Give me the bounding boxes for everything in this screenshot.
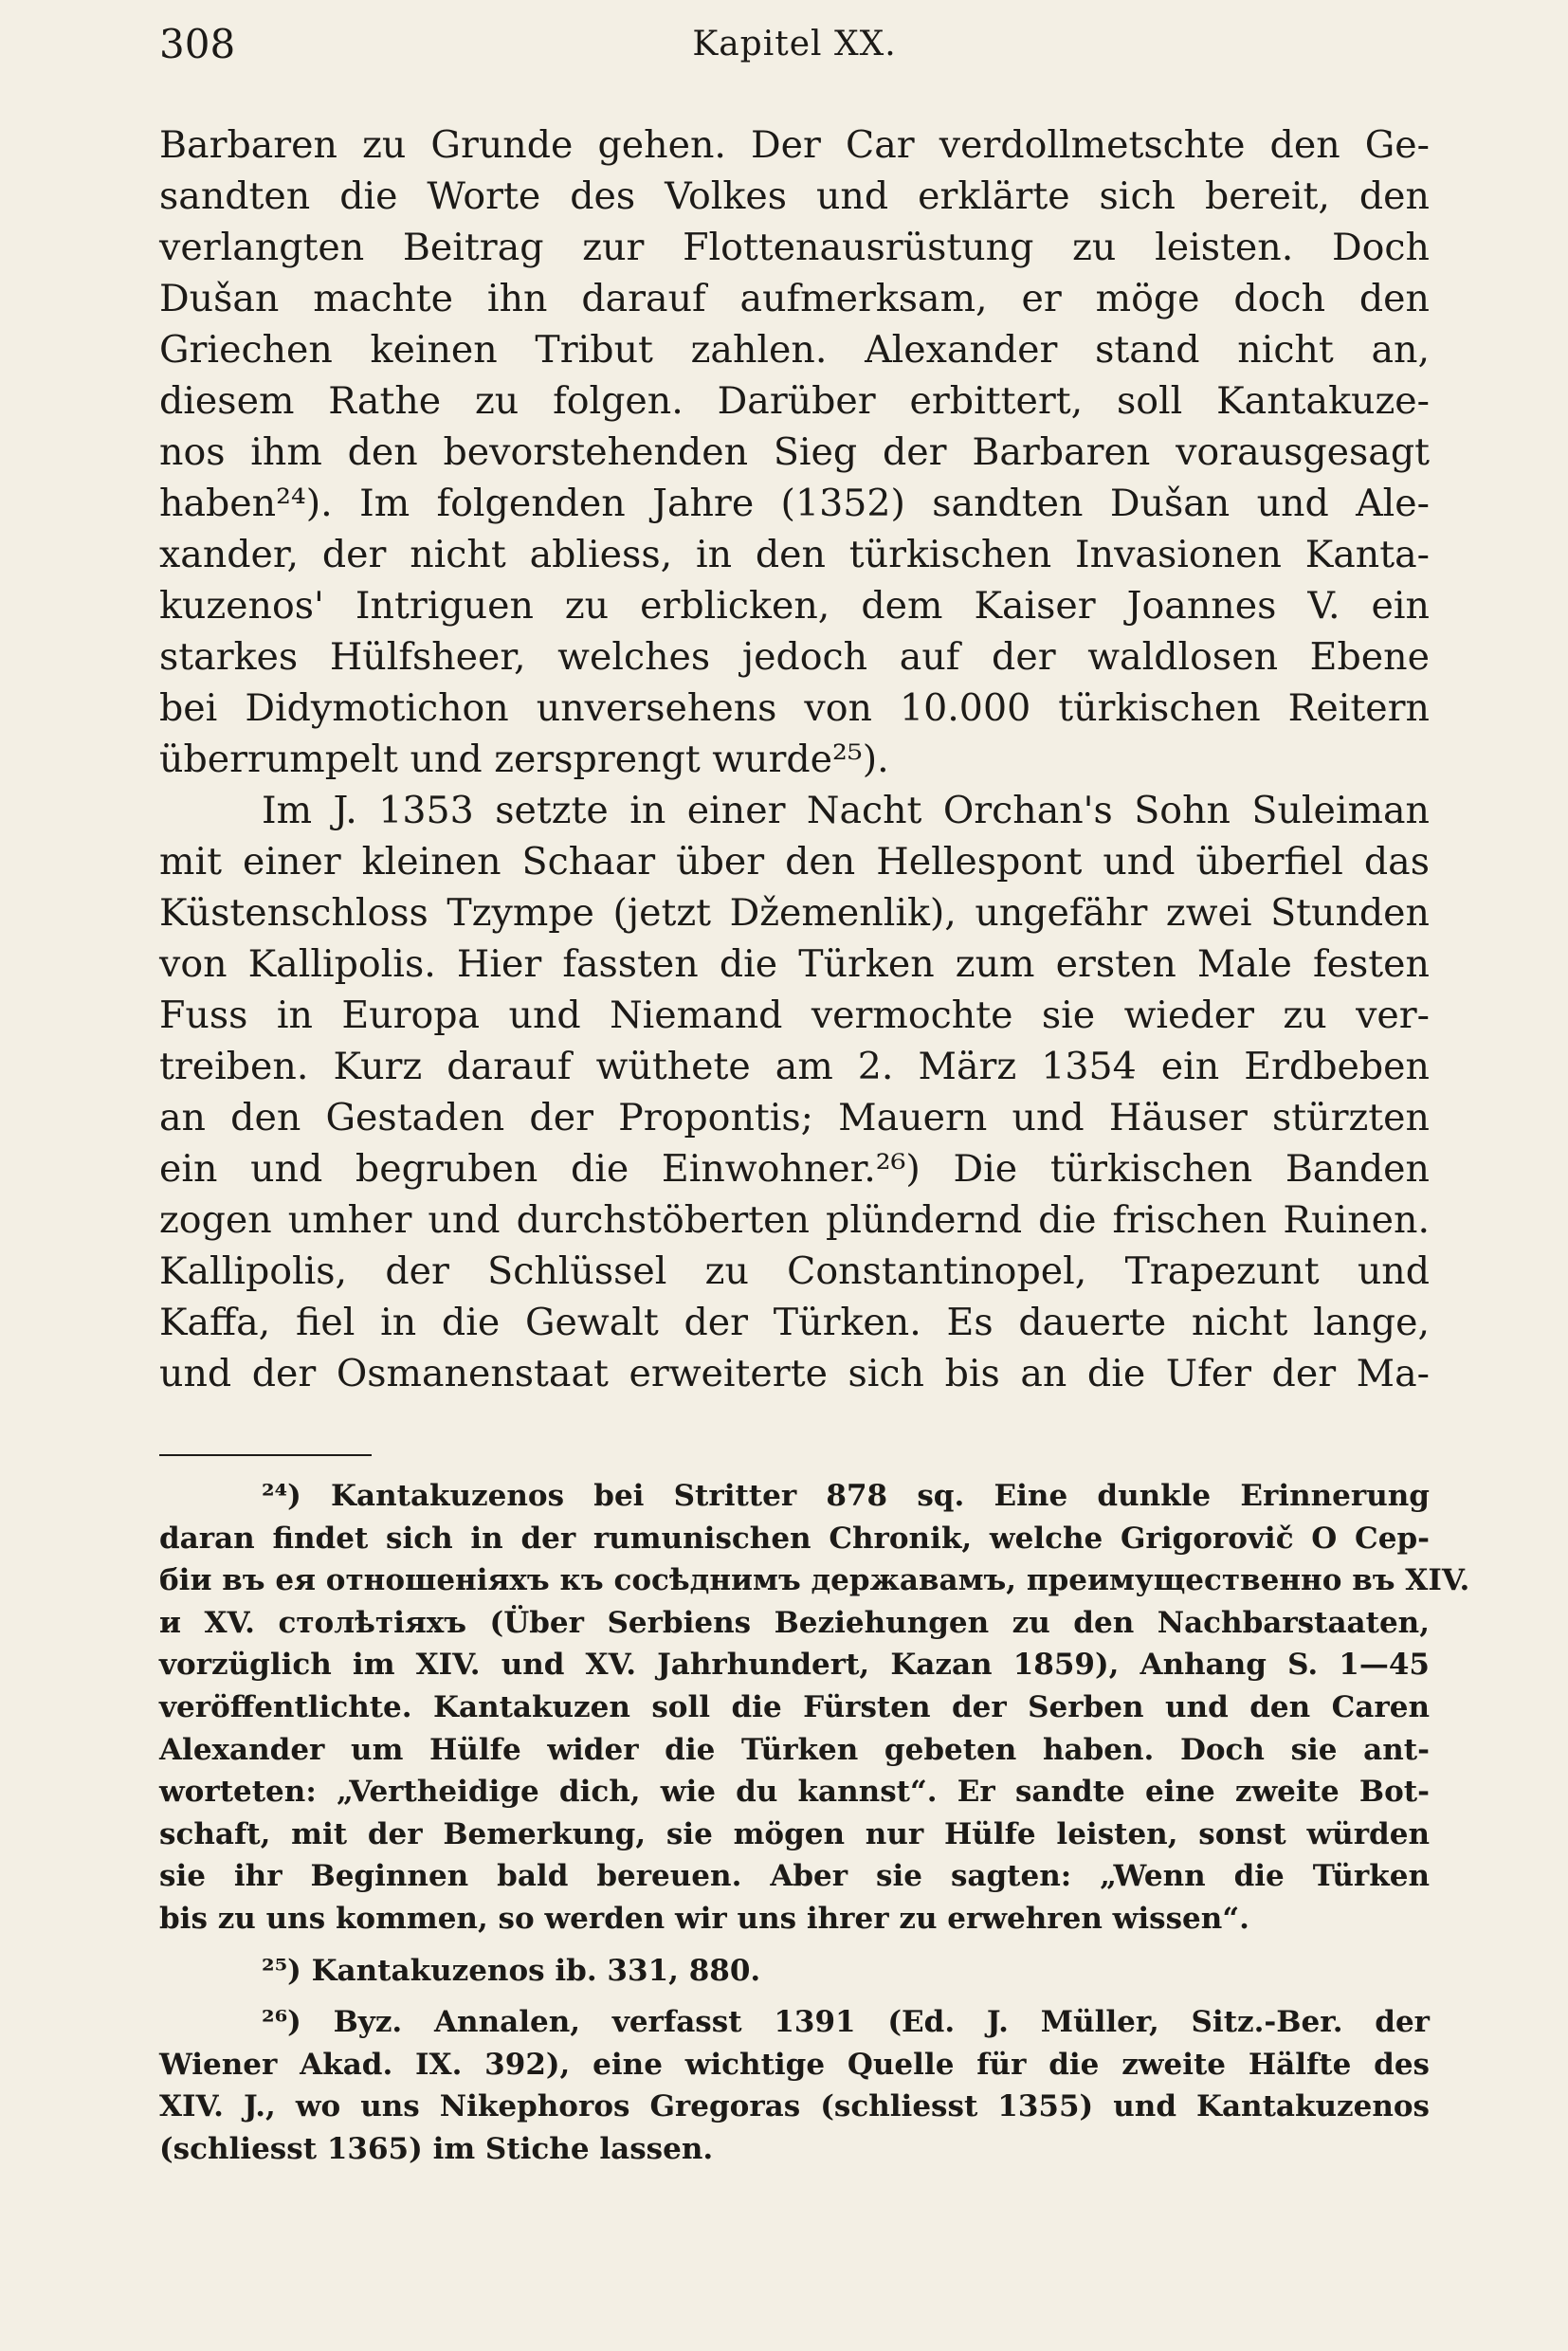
page-header: [159, 21, 1430, 78]
footnote-26: [159, 2001, 1430, 2170]
text-line: Küstenschloss Tzympe (jetzt Džemenlik), ungefähr zwei Stunden: [159, 891, 1430, 935]
footnote-line: ²⁶) Byz. Annalen, verfasst 1391 (Ed. J. Müller, Sitz.-Ber. der: [262, 2005, 1430, 2040]
text-line: kuzenos' Intriguen zu erblicken, dem Kaiser Joannes V. ein: [159, 584, 1430, 628]
footnote-line: bis zu uns kommen, so werden wir uns ihrer zu erwehren wissen“.: [159, 1901, 1249, 1936]
text-line: überrumpelt und zersprengt wurde²⁵).: [159, 738, 889, 781]
text-line: Barbaren zu Grunde gehen. Der Car verdollmetschte den Ge-: [159, 123, 1430, 167]
footnote-line: sie ihr Beginnen bald bereuen. Aber sie sagten: „Wenn die Türken: [159, 1859, 1430, 1894]
text-line: bei Didymotichon unversehens von 10.000 türkischen Reitern: [159, 686, 1430, 730]
footnote-line: и XV. столѣтіяхъ (Über Serbiens Beziehungen zu den Nachbarstaaten,: [159, 1605, 1430, 1640]
footnote-24: [159, 1475, 1470, 1941]
text-line: verlangten Beitrag zur Flottenausrüstung zu leisten. Doch: [159, 226, 1430, 269]
footnote-line: veröffentlichte. Kantakuzen soll die Fürsten der Serben und den Caren: [159, 1689, 1430, 1724]
text-line: xander, der nicht abliess, in den türkischen Invasionen Kanta-: [159, 533, 1430, 576]
footnote-line: (schliesst 1365) im Stiche lassen.: [159, 2131, 714, 2166]
main-text: [159, 119, 1430, 1399]
footnote-line: ²⁴) Kantakuzenos bei Stritter 878 sq. Eine dunkle Erinnerung: [262, 1479, 1430, 1513]
text-line: von Kallipolis. Hier fassten die Türken zum ersten Male festen: [159, 942, 1430, 986]
text-line: mit einer kleinen Schaar über den Hellespont und überfiel das: [159, 840, 1430, 884]
text-line: Kaffa, fiel in die Gewalt der Türken. Es dauerte nicht lange,: [159, 1301, 1430, 1344]
footnote-line: Alexander um Hülfe wider die Türken gebeten haben. Doch sie ant-: [159, 1732, 1430, 1767]
text-line: treiben. Kurz darauf wüthete am 2. März 1354 ein Erdbeben: [159, 1045, 1430, 1088]
footnote-spacer: [159, 1992, 1430, 2001]
footnote-divider: [159, 1454, 372, 1456]
running-title: Kapitel XX.: [692, 25, 897, 64]
text-line: Griechen keinen Tribut zahlen. Alexander stand nicht an,: [159, 328, 1430, 372]
paragraph-start-line: Im J. 1353 setzte in einer Nacht Orchan's Sohn Suleiman: [262, 789, 1430, 832]
text-line: an den Gestaden der Propontis; Mauern und Häuser stürzten: [159, 1096, 1430, 1139]
page-number: 308: [159, 21, 236, 67]
footnote-line: vorzüglich im XIV. und XV. Jahrhundert, Kazan 1859), Anhang S. 1—45: [159, 1648, 1430, 1683]
text-line: sandten die Worte des Volkes und erklärte sich bereit, den: [159, 174, 1430, 218]
footnote-line: daran findet sich in der rumunischen Chronik, welche Grigorovič O Cep-: [159, 1521, 1430, 1556]
text-line: Fuss in Europa und Niemand vermochte sie wieder zu ver-: [159, 993, 1430, 1037]
footnote-25: [159, 1950, 1430, 1993]
footnote-line: schaft, mit der Bemerkung, sie mögen nur Hülfe leisten, sonst würden: [159, 1816, 1430, 1851]
text-line: nos ihm den bevorstehenden Sieg der Barbaren vorausgesagt: [159, 430, 1430, 474]
footnote-line: XIV. J., wo uns Nikephoros Gregoras (schliesst 1355) und Kantakuzenos: [159, 2089, 1430, 2124]
text-line: ein und begruben die Einwohner.²⁶) Die türkischen Banden: [159, 1147, 1430, 1191]
text-line: Kallipolis, der Schlüssel zu Constantinopel, Trapezunt und: [159, 1249, 1430, 1293]
footnote-line: worteten: „Vertheidige dich, wie du kannst“. Er sandte eine zweite Bot-: [159, 1775, 1430, 1810]
text-line: diesem Rathe zu folgen. Darüber erbittert, soll Kantakuze-: [159, 379, 1430, 423]
text-line: und der Osmanenstaat erweiterte sich bis an die Ufer der Ma-: [159, 1352, 1430, 1395]
text-line: Dušan machte ihn darauf aufmerksam, er möge doch den: [159, 277, 1430, 320]
footnote-spacer: [159, 1941, 1430, 1950]
footnotes: [159, 1475, 1470, 2171]
text-line: starkes Hülfsheer, welches jedoch auf der waldlosen Ebene: [159, 635, 1430, 679]
text-line: zogen umher und durchstöberten plündernd die frischen Ruinen.: [159, 1198, 1430, 1242]
text-line: haben²⁴). Im folgenden Jahre (1352) sandten Dušan und Ale-: [159, 482, 1430, 525]
footnote-line: Wiener Akad. IX. 392), eine wichtige Quelle für die zweite Hälfte des: [159, 2047, 1430, 2082]
footnote-line: біи въ ея отношеніяхъ къ сосѣднимъ державамъ, преимущественно въ XIV.: [159, 1563, 1470, 1598]
footnote-line: ²⁵) Kantakuzenos ib. 331, 880.: [262, 1953, 761, 1988]
